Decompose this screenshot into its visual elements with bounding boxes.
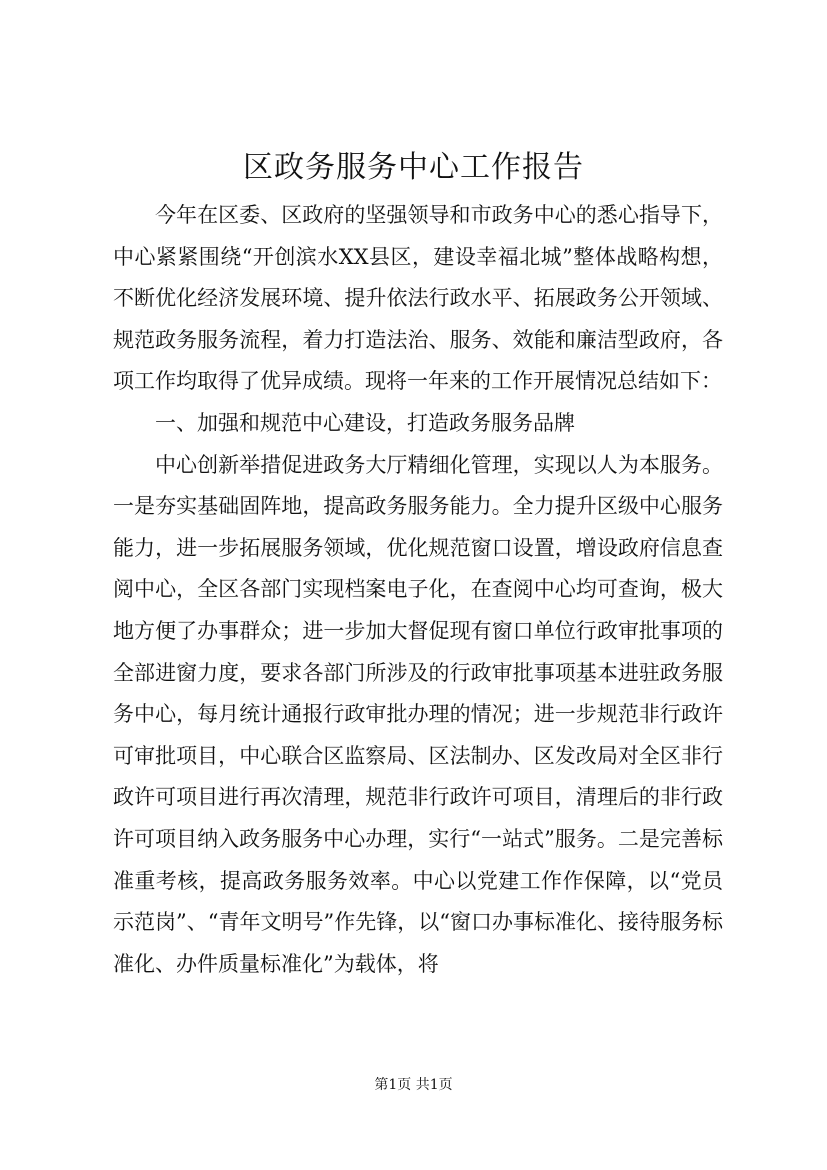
document-body xyxy=(113,195,723,985)
intro-paragraph: 今年在区委、区政府的坚强领导和市政务中心的悉心指导下，中心紧紧围绕“开创滨水XX县区，建设幸福北城”整体战略构想，不断优化经济发展环境、提升依法行政水平、拓展政务公开领域、规范政务服务流程，着力打造法治、服务、效能和廉洁型政府，各项工作均取得了优异成绩。现将一年来的工作开展情况总结如下： xyxy=(113,203,723,394)
section-heading: 一、加强和规范中心建设，打造政务服务品牌 xyxy=(155,410,575,435)
body-paragraph: 中心创新举措促进政务大厅精细化管理，实现以人为本服务。一是夯实基础固阵地，提高政务服务能力。全力提升区级中心服务能力，进一步拓展服务领域，优化规范窗口设置，增设政府信息查阅中心，全区各部门实现档案电子化，在查阅中心均可查询，极大地方便了办事群众；进一步加大督促现有窗口单位行政审批事项的全部进窗力度，要求各部门所涉及的行政审批事项基本进驻政务服务中心，每月统计通报行政审批办理的情况；进一步规范非行政许可审批项目，中心联合区监察局、区法制办、区发改局对全区非行政许可项目进行再次清理，规范非行政许可项目，清理后的非行政许可项目纳入政务服务中心办理，实行“一站式”服务。二是完善标准重考核，提高政务服务效率。中心以党建工作作保障，以“党员示范岗”、“青年文明号”作先锋，以“窗口办事标准化、接待服务标准化、办件质量标准化”为载体，将 xyxy=(113,452,723,976)
document-title: 区政务服务中心工作报告 xyxy=(243,150,584,185)
page-footer: 第1页 共1页 xyxy=(374,1077,453,1093)
